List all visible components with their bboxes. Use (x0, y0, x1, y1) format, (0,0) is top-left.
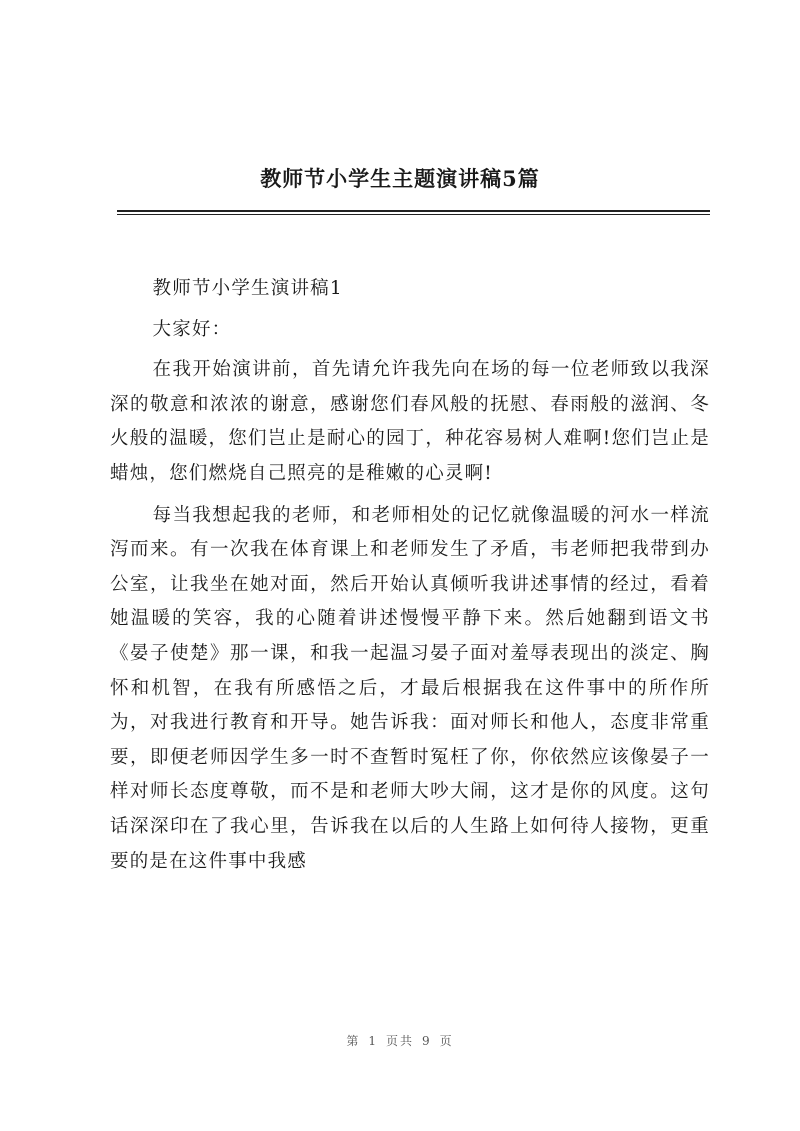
document-title: 教师节小学生主题演讲稿5篇 (260, 166, 540, 191)
body-paragraph-1: 在我开始演讲前，首先请允许我先向在场的每一位老师致以我深深的敬意和浓浓的谢意，感谢您们春风般的抚慰、春雨般的滋润、冬火般的温暖，您们岂止是耐心的园丁，种花容易树人难啊!您们岂止是蜡烛，您们燃烧自己照亮的是稚嫩的心灵啊! (110, 359, 710, 484)
body-paragraph-2: 每当我想起我的老师，和老师相处的记忆就像温暖的河水一样流泻而来。有一次我在体育课上和老师发生了矛盾，韦老师把我带到办公室，让我坐在她对面，然后开始认真倾听我讲述事情的经过，看着她温暖的笑容，我的心随着讲述慢慢平静下来。然后她翻到语文书《晏子使楚》那一课，和我一起温习晏子面对羞辱表现出的淡定、胸怀和机智，在我有所感悟之后，才最后根据我在这件事中的所作所为，对我进行教育和开导。她告诉我：面对师长和他人，态度非常重要，即便老师因学生多一时不查暂时冤枉了你，你依然应该像晏子一样对师长态度尊敬，而不是和老师大吵大闹，这才是你的风度。这句话深深印在了我心里，告诉我在以后的人生路上如何待人接物，更重要的是在这件事中我感 (110, 504, 710, 872)
title-divider-thick (117, 210, 710, 212)
greeting-line: 大家好： (152, 318, 232, 340)
page-footer (0, 1032, 800, 1049)
footer-middle: 页共 (385, 1034, 414, 1048)
document-body (110, 272, 710, 886)
footer-current-page: 1 (368, 1034, 378, 1048)
footer-total-pages: 9 (422, 1034, 432, 1048)
title-divider-thin (117, 214, 710, 215)
section-heading: 教师节小学生演讲稿1 (152, 278, 343, 299)
footer-prefix: 第 (346, 1034, 361, 1048)
footer-suffix: 页 (439, 1034, 454, 1048)
